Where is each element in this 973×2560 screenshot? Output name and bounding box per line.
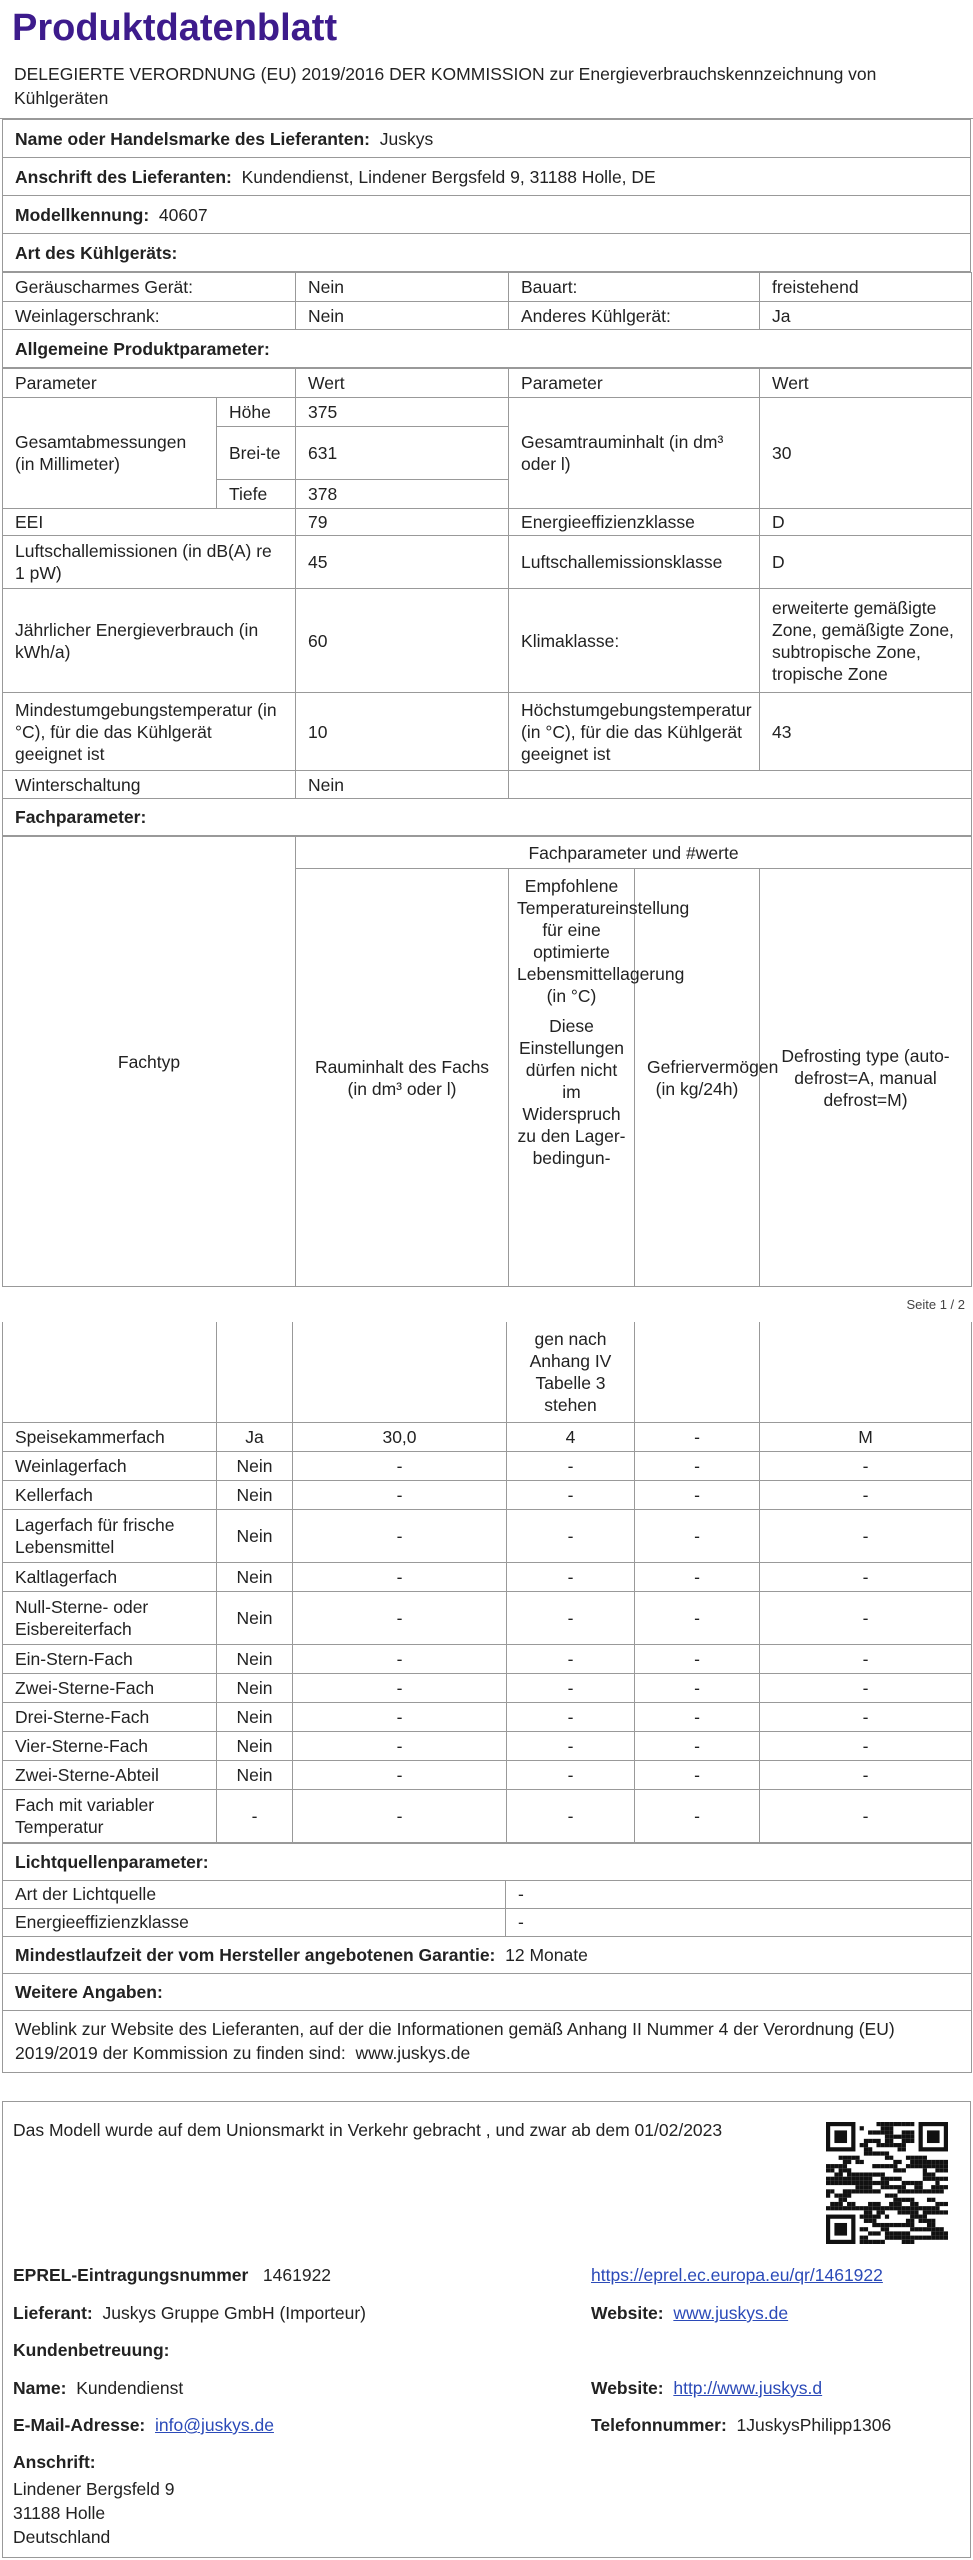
other-label: Anderes Kühlgerät: bbox=[509, 302, 760, 330]
info-supplier-value: Juskys Gruppe GmbH (Importeur) bbox=[102, 2303, 367, 2323]
compartment-defrost: - bbox=[760, 1480, 972, 1509]
appliance-type-table bbox=[2, 272, 972, 368]
light-class-value: - bbox=[506, 1908, 972, 1936]
compartment-temp: 4 bbox=[507, 1422, 635, 1451]
eprel-value: 1461922 bbox=[262, 2265, 332, 2285]
compartment-name: Vier-Sterne-Fach bbox=[3, 1731, 217, 1760]
depth-label: Tiefe bbox=[217, 480, 296, 509]
supplier-name-value: Juskys bbox=[379, 128, 434, 149]
compartment-volume: - bbox=[293, 1760, 507, 1789]
compartment-present: Nein bbox=[217, 1562, 293, 1591]
address-line2: 31188 Holle bbox=[13, 2503, 106, 2523]
col-temp-a: Empfohlene Temperatureinstellung für eine optimierte Lebensmittellagerung (in °C) bbox=[517, 876, 690, 1006]
min-temp-label: Mindestumgebungstemperatur (in °C), für die das Kühlgerät geeignet ist bbox=[3, 693, 296, 771]
address-label: Anschrift: bbox=[13, 2452, 96, 2472]
compartment-present: Nein bbox=[217, 1760, 293, 1789]
compartment-row bbox=[3, 1480, 972, 1509]
compartment-present: Ja bbox=[217, 1422, 293, 1451]
design-value: freistehend bbox=[760, 273, 972, 302]
compartment-freeze: - bbox=[635, 1673, 760, 1702]
compartment-freeze: - bbox=[635, 1509, 760, 1562]
min-temp-value: 10 bbox=[296, 693, 509, 771]
max-temp-value: 43 bbox=[760, 693, 972, 771]
compartment-name: Drei-Sterne-Fach bbox=[3, 1702, 217, 1731]
climate-label: Klimaklasse: bbox=[509, 589, 760, 693]
supplier-row bbox=[13, 2303, 366, 2324]
compartment-defrost: - bbox=[760, 1509, 972, 1562]
further-heading: Weitere Angaben: bbox=[3, 1973, 972, 2010]
compartment-temp: - bbox=[507, 1702, 635, 1731]
compartment-name: Weinlagerfach bbox=[3, 1451, 217, 1480]
compartments-heading: Fachparameter: bbox=[3, 799, 972, 836]
further-row bbox=[3, 2010, 972, 2072]
email-label: E-Mail-Adresse: bbox=[13, 2415, 146, 2435]
noise-value: 45 bbox=[296, 536, 509, 589]
compartment-present: Nein bbox=[217, 1731, 293, 1760]
col-value-1: Wert bbox=[296, 369, 509, 398]
compartment-defrost: - bbox=[760, 1789, 972, 1842]
compartment-defrost: - bbox=[760, 1644, 972, 1673]
light-heading: Lichtquellenparameter: bbox=[3, 1843, 972, 1880]
address-line1: Lindener Bergsfeld 9 bbox=[13, 2479, 175, 2499]
phone-value: 1JuskysPhilipp1306 bbox=[736, 2415, 892, 2435]
compartment-present: Nein bbox=[217, 1591, 293, 1644]
general-params-table bbox=[2, 368, 972, 836]
noise-label: Luftschallemissionen (in dB(A) re 1 pW) bbox=[3, 536, 296, 589]
qr-code-icon[interactable] bbox=[826, 2122, 948, 2244]
market-text: Das Modell wurde auf dem Unionsmarkt in Verkehr gebracht , und zwar ab dem 01/02/2023 bbox=[13, 2120, 723, 2140]
col-volume: Rauminhalt des Fachs (in dm³ oder l) bbox=[296, 869, 509, 1287]
compartment-volume: - bbox=[293, 1644, 507, 1673]
compartment-volume: - bbox=[293, 1451, 507, 1480]
compartment-row bbox=[3, 1702, 972, 1731]
col-group: Fachparameter und #werte bbox=[296, 837, 972, 869]
compartment-freeze: - bbox=[635, 1644, 760, 1673]
supplier-address-label: Anschrift des Lieferanten: bbox=[15, 166, 232, 187]
compartment-present: Nein bbox=[217, 1702, 293, 1731]
supplier-address-value: Kundendienst, Lindener Bergsfeld 9, 31188 Holle, DE bbox=[241, 166, 656, 187]
supplier-address-row bbox=[3, 158, 971, 196]
volume-value: 30 bbox=[760, 398, 972, 509]
volume-label: Gesamtrauminhalt (in dm³ oder l) bbox=[509, 398, 760, 509]
width-value: 631 bbox=[296, 427, 509, 480]
service-name-row bbox=[13, 2378, 183, 2399]
max-temp-label: Höchstumgebungstemperatur (in °C), für die das Kühlgerät geeignet ist bbox=[509, 693, 760, 771]
design-label: Bauart: bbox=[509, 273, 760, 302]
energy-label: Jährlicher Energieverbrauch (in kWh/a) bbox=[3, 589, 296, 693]
compartment-defrost: - bbox=[760, 1591, 972, 1644]
compartment-freeze: - bbox=[635, 1562, 760, 1591]
light-type-label: Art der Lichtquelle bbox=[3, 1880, 506, 1908]
compartment-row bbox=[3, 1451, 972, 1480]
compartment-freeze: - bbox=[635, 1731, 760, 1760]
info-box bbox=[2, 2101, 971, 2558]
compartment-temp: - bbox=[507, 1644, 635, 1673]
compartment-defrost: - bbox=[760, 1702, 972, 1731]
compartment-temp: - bbox=[507, 1673, 635, 1702]
warranty-value: 12 Monate bbox=[505, 1944, 588, 1965]
eprel-row bbox=[13, 2265, 331, 2286]
compartment-volume: - bbox=[293, 1789, 507, 1842]
compartment-present: Nein bbox=[217, 1480, 293, 1509]
compartment-freeze: - bbox=[635, 1422, 760, 1451]
service-name-value: Kundendienst bbox=[76, 2378, 184, 2398]
compartments-header-continued bbox=[3, 1322, 972, 1422]
compartment-volume: - bbox=[293, 1673, 507, 1702]
compartment-name: Lagerfach für frische Lebensmittel bbox=[3, 1509, 217, 1562]
compartment-name: Speisekammerfach bbox=[3, 1422, 217, 1451]
col-value-2: Wert bbox=[760, 369, 972, 398]
col-temp bbox=[509, 869, 690, 1287]
compartment-temp: - bbox=[507, 1591, 635, 1644]
compartment-present: - bbox=[217, 1789, 293, 1842]
wine-label: Weinlagerschrank: bbox=[3, 302, 296, 330]
compartment-row bbox=[3, 1731, 972, 1760]
winter-label: Winterschaltung bbox=[3, 771, 296, 799]
supplier-name-label: Name oder Handelsmarke des Lieferanten: bbox=[15, 128, 370, 149]
climate-value: erweiterte gemäßigte Zone, gemäßigte Zone, subtropische Zone, tropische Zone bbox=[760, 589, 972, 693]
service-name-label: Name: bbox=[13, 2378, 67, 2398]
compartment-temp: - bbox=[507, 1509, 635, 1562]
compartment-volume: - bbox=[293, 1702, 507, 1731]
model-label: Modellkennung: bbox=[15, 204, 150, 225]
compartment-row bbox=[3, 1509, 972, 1562]
col-param-1: Parameter bbox=[3, 369, 296, 398]
further-link[interactable]: www.juskys.de bbox=[355, 2043, 471, 2063]
compartment-name: Kaltlagerfach bbox=[3, 1562, 217, 1591]
phone-label: Telefonnummer: bbox=[591, 2415, 727, 2435]
page-number: Seite 1 / 2 bbox=[906, 1297, 965, 1312]
compartment-row bbox=[3, 1760, 972, 1789]
service-heading: Kundenbetreuung: bbox=[13, 2340, 170, 2360]
winter-empty bbox=[509, 771, 972, 799]
noise-class-label: Luftschallemissionsklasse bbox=[509, 536, 760, 589]
compartment-freeze: - bbox=[635, 1591, 760, 1644]
compartment-volume: 30,0 bbox=[293, 1422, 507, 1451]
warranty-row bbox=[3, 1936, 972, 1973]
supplier-table bbox=[2, 119, 971, 272]
compartment-present: Nein bbox=[217, 1644, 293, 1673]
phone-row bbox=[591, 2415, 891, 2436]
compartment-row bbox=[3, 1673, 972, 1702]
warranty-label: Mindestlaufzeit der vom Hersteller angebotenen Garantie: bbox=[15, 1944, 496, 1965]
email-link[interactable]: info@juskys.de bbox=[155, 2415, 274, 2435]
email-row bbox=[13, 2415, 274, 2436]
compartment-name: Null-Sterne- oder Eisbereiterfach bbox=[3, 1591, 217, 1644]
compartment-defrost: - bbox=[760, 1731, 972, 1760]
compartment-freeze: - bbox=[635, 1789, 760, 1842]
compartment-freeze: - bbox=[635, 1760, 760, 1789]
compartment-volume: - bbox=[293, 1591, 507, 1644]
dims-label: Gesamtabmessungen (in Millimeter) bbox=[3, 398, 217, 509]
compartment-temp: - bbox=[507, 1731, 635, 1760]
compartment-present: Nein bbox=[217, 1451, 293, 1480]
col-temp-b2: gen nach Anhang IV Tabelle 3 stehen bbox=[507, 1322, 635, 1422]
compartment-row bbox=[3, 1591, 972, 1644]
website2-link[interactable]: http://www.juskys.d bbox=[673, 2378, 823, 2398]
compartment-row bbox=[3, 1644, 972, 1673]
compartment-name: Ein-Stern-Fach bbox=[3, 1644, 217, 1673]
page-title: Produktdatenblatt bbox=[12, 7, 338, 49]
depth-value: 378 bbox=[296, 480, 509, 509]
compartment-freeze: - bbox=[635, 1451, 760, 1480]
height-label: Höhe bbox=[217, 398, 296, 427]
col-param-2: Parameter bbox=[509, 369, 760, 398]
address-block bbox=[13, 2477, 175, 2549]
compartment-temp: - bbox=[507, 1760, 635, 1789]
wine-value: Nein bbox=[296, 302, 509, 330]
class-label: Energieeffizienzklasse bbox=[509, 509, 760, 536]
compartment-name: Zwei-Sterne-Fach bbox=[3, 1673, 217, 1702]
address-line3: Deutschland bbox=[13, 2527, 111, 2547]
datasheet-page-2 bbox=[0, 1322, 973, 2073]
light-table bbox=[2, 1843, 972, 2073]
website2-row bbox=[591, 2378, 822, 2399]
eprel-label: EPREL-Eintragungsnummer bbox=[13, 2265, 249, 2285]
low-noise-value: Nein bbox=[296, 273, 509, 302]
info-supplier-label: Lieferant: bbox=[13, 2303, 93, 2323]
winter-value: Nein bbox=[296, 771, 509, 799]
compartment-volume: - bbox=[293, 1731, 507, 1760]
compartment-volume: - bbox=[293, 1562, 507, 1591]
compartment-temp: - bbox=[507, 1562, 635, 1591]
compartment-temp: - bbox=[507, 1789, 635, 1842]
compartment-defrost: - bbox=[760, 1673, 972, 1702]
compartment-row bbox=[3, 1562, 972, 1591]
compartment-defrost: - bbox=[760, 1451, 972, 1480]
compartment-row bbox=[3, 1422, 972, 1451]
compartment-row bbox=[3, 1789, 972, 1842]
height-value: 375 bbox=[296, 398, 509, 427]
appliance-type-heading: Art des Kühlgeräts: bbox=[3, 234, 971, 272]
light-type-value: - bbox=[506, 1880, 972, 1908]
col-temp-b1: Diese Einstellungen dürfen nicht im Widerspruch zu den Lager-bedingun- bbox=[517, 1016, 626, 1168]
compartment-defrost: - bbox=[760, 1562, 972, 1591]
low-noise-label: Geräuscharmes Gerät: bbox=[3, 273, 296, 302]
eei-label: EEI bbox=[3, 509, 296, 536]
model-row bbox=[3, 196, 971, 234]
compartment-name: Kellerfach bbox=[3, 1480, 217, 1509]
compartment-defrost: - bbox=[760, 1760, 972, 1789]
website2-label: Website: bbox=[591, 2378, 664, 2398]
general-heading: Allgemeine Produktparameter: bbox=[3, 330, 972, 368]
compartments-table bbox=[2, 1322, 972, 1843]
width-label: Brei-te bbox=[217, 427, 296, 480]
class-value: D bbox=[760, 509, 972, 536]
further-text: Weblink zur Website des Lieferanten, auf der die Informationen gemäß Anhang II Nummer 4 der Verordnung (EU) 2019/2019 der Kommission zu finden sind: bbox=[15, 2019, 895, 2063]
compartment-volume: - bbox=[293, 1509, 507, 1562]
website-label: Website: bbox=[591, 2303, 664, 2323]
compartment-name: Zwei-Sterne-Abteil bbox=[3, 1760, 217, 1789]
eei-value: 79 bbox=[296, 509, 509, 536]
other-value: Ja bbox=[760, 302, 972, 330]
compartment-temp: - bbox=[507, 1480, 635, 1509]
col-freeze: Gefriervermögen (in kg/24h) bbox=[635, 869, 760, 1287]
col-defrost: Defrosting type (auto-defrost=A, manual defrost=M) bbox=[760, 869, 972, 1287]
compartment-volume: - bbox=[293, 1480, 507, 1509]
eprel-link[interactable]: https://eprel.ec.europa.eu/qr/1461922 bbox=[591, 2265, 883, 2285]
website-row bbox=[591, 2303, 788, 2324]
website-link[interactable]: www.juskys.de bbox=[673, 2303, 789, 2323]
supplier-name-row bbox=[3, 120, 971, 158]
page-subtitle: DELEGIERTE VERORDNUNG (EU) 2019/2016 DER KOMMISSION zur Energieverbrauchskennzeichnung von Kühlgeräten bbox=[0, 52, 973, 119]
light-class-label: Energieeffizienzklasse bbox=[3, 1908, 506, 1936]
compartment-defrost: M bbox=[760, 1422, 972, 1451]
energy-value: 60 bbox=[296, 589, 509, 693]
model-value: 40607 bbox=[158, 204, 208, 225]
eprel-row-link bbox=[591, 2265, 883, 2286]
compartment-freeze: - bbox=[635, 1480, 760, 1509]
compartment-present: Nein bbox=[217, 1509, 293, 1562]
col-type: Fachtyp bbox=[3, 837, 296, 1287]
compartment-name: Fach mit variabler Temperatur bbox=[3, 1789, 217, 1842]
noise-class-value: D bbox=[760, 536, 972, 589]
compartment-present: Nein bbox=[217, 1673, 293, 1702]
compartment-temp: - bbox=[507, 1451, 635, 1480]
compartment-freeze: - bbox=[635, 1702, 760, 1731]
compartments-header-table bbox=[2, 836, 972, 1287]
